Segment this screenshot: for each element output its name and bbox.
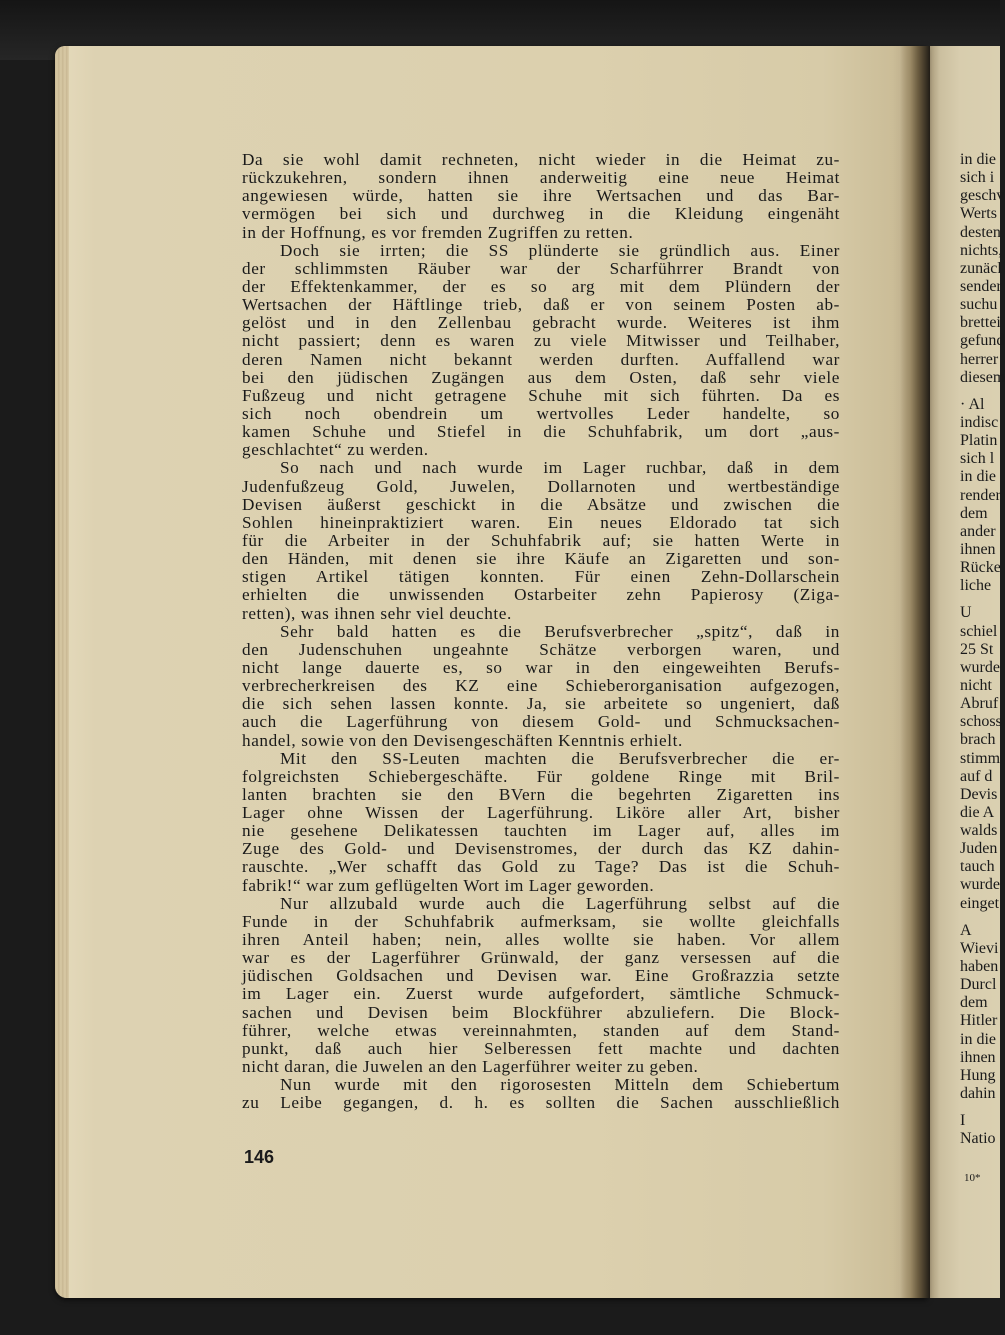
- text-fragment: walds: [960, 822, 998, 840]
- text-line: erhielten die unwissenden Ostarbeiter zehn Papierosy (Ziga-: [242, 585, 840, 605]
- left-page-text: [242, 151, 840, 1112]
- text-fragment: Hung: [960, 1066, 996, 1084]
- text-line: zu Leibe gegangen, d. h. es sollten die Sachen ausschließlich: [242, 1093, 840, 1113]
- text-line: auch die Lagerführung von diesem Gold- und Schmucksachen-: [242, 712, 840, 732]
- text-line: punkt, daß auch hier Selberessen fett machte und dachten: [242, 1038, 840, 1058]
- text-line: Lager ohne Wissen der Lagerführung. Liköre aller Art, bisher: [242, 803, 840, 823]
- text-line: jüdischen Goldsachen und Devisen war. Eine Großrazzia setzte: [242, 966, 840, 986]
- text-line: Mit den SS-Leuten machten die Berufsverbrecher die er-: [280, 748, 840, 768]
- text-fragment: schoss: [960, 713, 1002, 731]
- text-fragment: Platin: [960, 432, 998, 450]
- text-fragment: U: [960, 604, 972, 622]
- signature-mark: 10*: [964, 1172, 981, 1184]
- page-edge-stack: [55, 46, 69, 1298]
- text-fragment: suchu: [960, 296, 998, 314]
- text-line: stigen Artikel tätigen konnten. Für einen Zehn-Dollarschein: [242, 567, 840, 587]
- text-fragment: 25 St: [960, 640, 994, 658]
- right-page-text-fragment: [960, 151, 1005, 1148]
- text-fragment: Natio: [960, 1130, 996, 1148]
- text-fragment: Rücke: [960, 559, 1001, 577]
- text-fragment: sender: [960, 277, 1002, 295]
- text-line: Nur allzubald wurde auch die Lagerführung selbst auf die: [280, 893, 840, 913]
- text-fragment: Wievi: [960, 939, 999, 957]
- text-line: für die Arbeiter in der Schuhfabrik auf; sie hatten Werte in: [242, 530, 840, 550]
- text-fragment: schiel: [960, 622, 998, 640]
- text-line: Fußzeug und nicht getragene Schuhe mit sich führten. Da es: [242, 385, 840, 405]
- text-fragment: wurde: [960, 658, 1000, 676]
- text-line: den Judenschuhen ungeahnte Schätze verborgen waren, und: [242, 639, 840, 659]
- text-line: der schlimmsten Räuber war der Scharführrer Brandt von: [242, 258, 840, 278]
- text-fragment: Werts: [960, 205, 997, 223]
- text-line: Nun wurde mit den rigorosesten Mitteln dem Schiebertum: [280, 1075, 840, 1095]
- text-fragment: Durcl: [960, 976, 997, 994]
- text-line: retten), was ihnen sehr viel deuchte.: [242, 603, 512, 623]
- text-line: kamen Schuhe und Stiefel in die Schuhfabrik, um dort „aus-: [242, 422, 840, 442]
- text-line: deren Namen nicht bekannt werden durften. Auffallend war: [242, 349, 840, 369]
- text-line: angewiesen würde, hatten sie ihre Wertsachen und das Bar-: [242, 186, 840, 206]
- text-line: im Lager ein. Zuerst wurde aufgefordert, sämtliche Schmuck-: [242, 984, 840, 1004]
- book-gutter: [900, 46, 930, 1298]
- text-fragment: in die: [960, 468, 996, 486]
- text-fragment: ihnen: [960, 540, 996, 558]
- text-fragment: Juden: [960, 840, 998, 858]
- text-line: nicht lange dauerte es, so war in den eingeweihten Berufs-: [242, 657, 840, 677]
- text-line: Doch sie irrten; die SS plünderte sie gründlich aus. Einer: [280, 240, 840, 260]
- text-line: folgreichsten Schiebergeschäfte. Für goldene Ringe mit Bril-: [242, 766, 840, 786]
- text-line: sachen und Devisen beim Blockführer abzuliefern. Die Block-: [242, 1002, 840, 1022]
- text-fragment: sich l: [960, 450, 995, 468]
- text-line: geschlachtet“ zu werden.: [242, 440, 429, 460]
- text-line: den Händen, mit denen sie ihre Käufe an Zigaretten und son-: [242, 549, 840, 569]
- text-fragment: dem: [960, 994, 988, 1012]
- text-line: So nach und nach wurde im Lager ruchbar, daß in dem: [280, 458, 840, 478]
- text-line: Zuge des Gold- und Devisenstromes, der durch das KZ dahin-: [242, 839, 840, 859]
- text-fragment: Hitler: [960, 1012, 998, 1030]
- text-fragment: nicht: [960, 676, 992, 694]
- text-fragment: · Al: [960, 395, 985, 413]
- text-fragment: ander: [960, 522, 996, 540]
- text-fragment: diesem: [960, 368, 1005, 386]
- text-line: rückzukehren, sondern ihnen anderweitig eine neue Heimat: [242, 168, 840, 188]
- text-line: Da sie wohl damit rechneten, nicht wieder in die Heimat zu-: [242, 150, 840, 169]
- text-line: Devisen äußerst geschickt in die Absätze und zwischen die: [242, 494, 840, 514]
- text-fragment: Abruf: [960, 695, 999, 713]
- text-fragment: dem: [960, 504, 988, 522]
- text-fragment: herrer: [960, 350, 999, 368]
- text-fragment: stimm: [960, 749, 1001, 767]
- text-fragment: brettei: [960, 314, 1001, 332]
- text-line: war es der Lagerführer Grünwald, der ganz versessen auf die: [242, 948, 840, 968]
- text-line: in der Hoffnung, es vor fremden Zugriffen zu retten.: [242, 222, 634, 242]
- text-fragment: sich i: [960, 169, 995, 187]
- text-line: Judenfußzeug Gold, Juwelen, Dollarnoten und wertbeständige: [242, 476, 840, 496]
- text-line: ihren Anteil haben; nein, alles wollte sie haben. Vor allem: [242, 930, 840, 950]
- text-fragment: I: [960, 1112, 966, 1130]
- text-line: nie gesehene Delikatessen tauchten im Lager auf, alles im: [242, 821, 840, 841]
- text-fragment: brach: [960, 731, 996, 749]
- text-fragment: dahin: [960, 1085, 996, 1103]
- text-line: sich noch obendrein um wertvolles Leder handelte, so: [242, 403, 840, 423]
- text-line: verbrecherkreisen des KZ eine Schieberorganisation aufgezogen,: [242, 676, 840, 696]
- text-line: gelöst und in den Zellenbau gebracht wurde. Weiteres ist ihm: [242, 313, 840, 333]
- text-line: Funde in der Schuhfabrik aufmerksam, sie wollte gleichfalls: [242, 911, 840, 931]
- text-line: bei den jüdischen Zugängen aus dem Osten, daß sehr viele: [242, 367, 840, 387]
- text-line: fabrik!“ war zum geflügelten Wort im Lager geworden.: [242, 875, 655, 895]
- text-line: nicht passiert; denn es waren zu viele Mitwisser und Teilhaber,: [242, 331, 840, 351]
- text-fragment: Devis: [960, 785, 998, 803]
- text-line: vermögen bei sich und durchweg in die Kleidung eingenäht: [242, 204, 840, 224]
- text-line: Wertsachen der Häftlinge trieb, daß er von seinem Posten ab-: [242, 295, 840, 315]
- text-line: die sich sehen lassen konnte. Ja, sie arbeitete so ungeniert, daß: [242, 694, 840, 714]
- text-line: Sohlen hineinpraktiziert waren. Ein neues Eldorado tat sich: [242, 512, 840, 532]
- text-fragment: desten: [960, 223, 1001, 241]
- text-fragment: die A: [960, 803, 995, 821]
- text-line: handel, sowie von den Devisengeschäften Kenntnis erhielt.: [242, 730, 683, 750]
- text-line: Sehr bald hatten es die Berufsverbrecher „spitz“, daß in: [280, 621, 840, 641]
- text-fragment: in die: [960, 151, 996, 168]
- text-fragment: wurde: [960, 876, 1000, 894]
- text-fragment: ihnen: [960, 1048, 996, 1066]
- text-line: der Effektenkammer, der es so arg mit dem Plündern der: [242, 276, 840, 296]
- text-line: nicht daran, die Juwelen an den Lagerführer weiter zu geben.: [242, 1057, 699, 1077]
- text-line: führer, welche etwas vereinnahmten, standen auf dem Stand-: [242, 1020, 840, 1040]
- text-fragment: einget: [960, 894, 1000, 912]
- text-fragment: A: [960, 921, 972, 939]
- page-number: 146: [244, 1147, 275, 1167]
- text-fragment: render: [960, 486, 1001, 504]
- text-fragment: geschv: [960, 187, 1005, 205]
- text-line: rauschte. „Wer schafft das Gold zu Tage? Das ist die Schuh-: [242, 857, 840, 877]
- text-line: lanten brachten sie den BVern die begehrten Zigaretten ins: [242, 784, 840, 804]
- text-fragment: zunäcl: [960, 259, 1002, 277]
- text-fragment: nichts,: [960, 241, 1003, 259]
- text-fragment: indisc: [960, 413, 999, 431]
- text-fragment: haben: [960, 958, 999, 976]
- text-fragment: liche: [960, 577, 992, 595]
- text-fragment: gefund: [960, 332, 1005, 350]
- text-fragment: tauch: [960, 858, 995, 876]
- text-fragment: auf d: [960, 767, 993, 785]
- text-fragment: in die: [960, 1030, 996, 1048]
